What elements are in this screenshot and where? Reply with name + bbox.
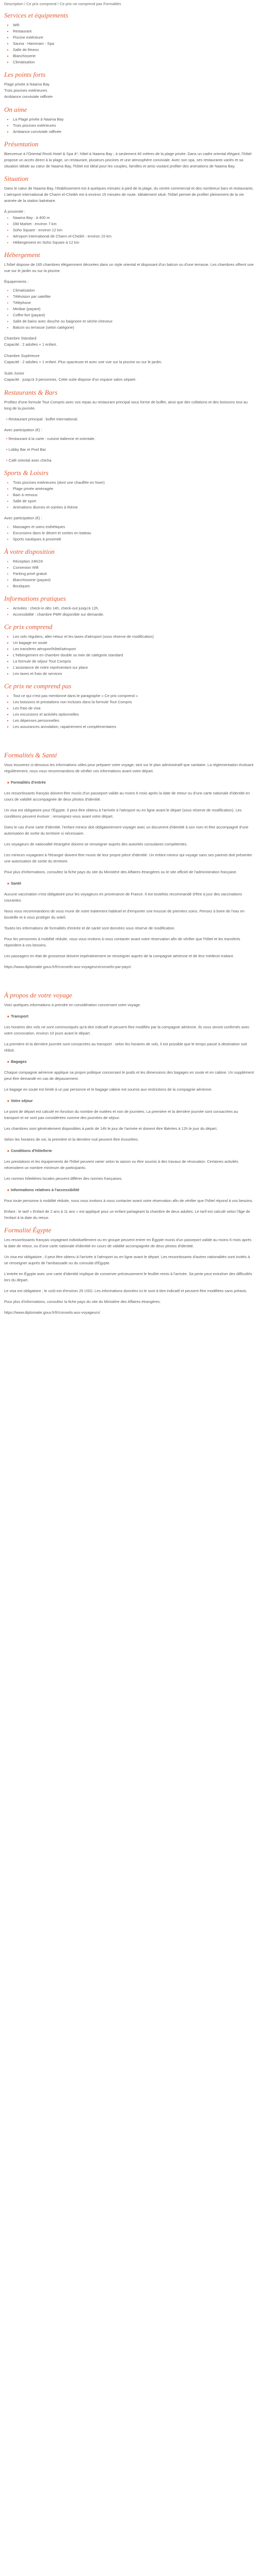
list-item: ▪ Tout ce qui n'est pas mentionné dans le paragraphe « Ce prix comprend » xyxy=(13,693,254,699)
list-item: • Old Market : environ 7 km xyxy=(13,221,254,227)
list-item: • Naama Bay : à 400 m xyxy=(13,215,254,221)
room-capacity: Capacité : 2 adultes + 1 enfant. Plus spacieuse et avec une vue sur la piscine ou sur le jardin. xyxy=(4,360,163,364)
sports-section xyxy=(4,468,254,543)
list-item: ▪ Les assurances annulation, rapatriement et complémentaires xyxy=(13,724,254,730)
infos-section xyxy=(4,594,254,618)
list-item: • Excursions dans le désert et sorties en bateau xyxy=(13,530,254,536)
equipements-list xyxy=(4,287,254,331)
paragraph: Les normes hôtelières locales peuvent différer des normes françaises. xyxy=(4,1176,123,1181)
list-item: • Connexion Wifi xyxy=(13,565,254,571)
reference-link[interactable]: https://www.diplomatie.gouv.fr/fr/conseils-aux-voyageurs/ xyxy=(4,1310,100,1315)
list-item: • Balcon ou terrasse (selon catégorie) xyxy=(13,325,254,331)
sports-free-list xyxy=(4,480,254,511)
paragraph: Les ressortissants français voyageant individuellement ou en groupe peuvent entrer en Égypte munis d'un passeport valide au moins 6 mois après la date de retour, ou d'une carte nationale d'identité en cours de validité accompagnée de deux photos d'identité. xyxy=(4,1238,252,1248)
list-item: ▪ L'hébergement en chambre double ou twin de catégorie standard xyxy=(13,652,254,658)
list-item: ▪ L'assistance de notre représentant sur place xyxy=(13,665,254,671)
restaurant-main: • Restaurant principal : buffet international. xyxy=(4,416,254,422)
list-item: ▪ Les taxes et frais de services xyxy=(13,671,254,677)
restaurants-heading: Restaurants & Bars xyxy=(4,388,58,396)
prix-comprend-heading: Ce prix comprend xyxy=(4,623,53,631)
list-item: • Boutiques xyxy=(13,583,254,589)
situation-list xyxy=(4,215,254,246)
egypte-section xyxy=(4,1226,254,1316)
paragraph: La première et la dernière journée sont consacrées au transport : selon les horaires de vols, il est possible que le temps passé à destination soit réduit. xyxy=(4,1042,247,1053)
sports-paid-list xyxy=(4,524,254,543)
list-item: ▪ Les vols réguliers, aller-retour et les taxes d'aéroport (sous réserve de modification) xyxy=(13,634,254,640)
list-item: ▪ La formule de séjour Tout Compris xyxy=(13,658,254,665)
room-capacity: Capacité : 2 adultes + 1 enfant. xyxy=(4,342,57,347)
paragraph: Pour toute personne à mobilité réduite, nous vous invitons à nous contacter avant votre réservation afin de vérifier que l'hôtel répond à vos besoins. xyxy=(4,1198,253,1203)
infos-list xyxy=(4,605,254,618)
paragraph: Enfant : le tarif « Enfant de 2 ans à 11 ans » est appliqué pour un enfant partageant la chambre de deux adultes. Le tarif est calculé selon l'âge de l'enfant à la date du retour. xyxy=(4,1209,250,1220)
apropos-subheading: ■ Votre séjour xyxy=(7,1098,254,1105)
paragraph: Les prestations et les équipements de l'hôtel peuvent varier selon la saison ou être soumis à des travaux de rénovation. Certaines activités nécessitent un nombre minimum de participants. xyxy=(4,1159,238,1170)
apropos-heading: À propos de votre voyage xyxy=(4,991,72,999)
list-item: • Téléphone xyxy=(13,300,254,306)
text-line: Ambiance conviviale raffinée xyxy=(4,94,53,99)
bar-item: • Lobby Bar et Pool Bar xyxy=(4,447,254,453)
infos-heading: Informations pratiques xyxy=(4,595,66,602)
paragraph: Les mineurs voyageant à l'étranger doivent être munis de leur propre pièce d'identité. Un enfant mineur qui voyage sans ses parents doit présenter une autorisation de sortie du territoire. xyxy=(4,853,252,863)
paragraph: Un visa est obligatoire pour l'Égypte. Il peut être obtenu à l'arrivée à l'aéroport ou en ligne avant le départ (sous réserve de modification). Les conditions peuvent évoluer : renseignez-vous avant votre départ. xyxy=(4,808,242,819)
list-item: ▪ Les excursions et activités optionnelles xyxy=(13,711,254,718)
list-item: • Hébergement en Soho Square à 12 km xyxy=(13,240,254,246)
list-item: • Climatisation xyxy=(13,287,254,294)
list-item: • Massages et soins esthétiques xyxy=(13,524,254,530)
list-item: ▪ Sauna - Hammam - Spa xyxy=(13,41,254,47)
equipements-subheading: Équipements : xyxy=(4,279,29,284)
text-line: Plage privée à Naama Bay xyxy=(4,82,50,87)
paragraph: Pour plus d'informations, consultez la fiche pays du site du Ministère des Affaires étrangères. xyxy=(4,1299,161,1304)
services-list xyxy=(4,22,254,65)
list-item: • Parking privé gratuit xyxy=(13,571,254,577)
list-item: ▪ Un bagage en soute xyxy=(13,640,254,646)
prix-ne-comprend-heading: Ce prix ne comprend pas xyxy=(4,682,72,690)
list-item: • Blanchisserie (payant) xyxy=(13,577,254,583)
formalites-heading: Formalités & Santé xyxy=(4,751,57,759)
paragraph: Selon les horaires de vol, la première et la dernière nuit peuvent être écourtées. xyxy=(4,1137,139,1142)
paragraph: Pour les personnes à mobilité réduite, nous vous invitons à nous contacter avant votre réservation afin de vérifier que l'hôtel et les transferts répondent à vos besoins. xyxy=(4,937,240,947)
paragraph: Dans le cas d'une carte d'identité, l'enfant mineur doit obligatoirement voyager avec un document d'identité à son nom et être accompagné d'une autorisation de sortie du territoire si nécessaire. xyxy=(4,825,249,836)
prix-ne-comprend-section xyxy=(4,682,254,730)
paragraph: Pour plus d'informations, consultez la fiche pays du site du Ministère des Affaires étrangères ou le site officiel de l'administration française. xyxy=(4,870,237,874)
on-aime-heading: On aime xyxy=(4,106,27,113)
apropos-subheading: ■ Informations relatives à l'accessibilité xyxy=(7,1187,254,1194)
paragraph: Les passagers en état de grossesse doivent impérativement se renseigner auprès de la compagnie aérienne et de leur médecin traitant. xyxy=(4,954,234,958)
room-type xyxy=(4,335,254,348)
sports-heading: Sports & Loisirs xyxy=(4,469,49,477)
paragraph: Les ressortissants français doivent être munis d'un passeport valide au moins 6 mois après la date de retour ou d'une carte nationale d'identité en cours de validité accompagnée de deux photos d'identité. xyxy=(4,791,250,802)
paragraph: Chaque compagnie aérienne applique sa propre politique concernant le poids et les dimensions des bagages en soute et en cabine. Un supplément peut être demandé en cas de dépassement. xyxy=(4,1070,254,1081)
paragraph: Un visa est obligatoire ; il peut être obtenu à l'arrivée à l'aéroport ou en ligne avant le départ. Les ressortissants d'autres nationalités sont invités à se renseigner auprès de l'ambassade ou du consulat d'Égypte. xyxy=(4,1255,250,1265)
formalites-subheading: ■ Formalités d'entrée xyxy=(7,779,254,786)
presentation-text: Bienvenue à l'Oriental Rivoli Hotel & Spa 4*, hôtel à Naama Bay ; à seulement 40 mètres de la plage privée. Dans un cadre oriental élégant, l'hôtel propose un accès direct à la plage, un restaurant, plusieurs piscines et une atmosphère conviviale. Avec son spa, ses restaurants variés et sa situation idéale au cœur de Naama Bay, l'hôtel est idéal pour les couples, familles et amis voulant profiter des animations de Naama Bay. xyxy=(4,151,252,168)
room-name: Suite Junior xyxy=(4,371,25,376)
on-aime-section xyxy=(4,105,254,135)
list-item: • Sports nautiques à proximité xyxy=(13,536,254,543)
list-item: ▪ Climatisation xyxy=(13,59,254,65)
list-item: • Soho Square : environ 12 km xyxy=(13,227,254,233)
sante-subheading: ■ Santé xyxy=(7,880,254,887)
prix-ne-comprend-list xyxy=(4,693,254,730)
situation-section xyxy=(4,174,254,246)
paragraph: Les voyageurs de nationalité étrangère doivent se renseigner auprès des autorités consulaires compétentes. xyxy=(4,842,188,846)
apropos-intro: Voici quelques informations à prendre en considération concernant votre voyage. xyxy=(4,1003,141,1007)
hebergement-section xyxy=(4,250,254,383)
list-item: ▪ Les transferts aéroport/hôtel/aéroport xyxy=(13,646,254,652)
reference-link[interactable]: https://www.diplomatie.gouv.fr/fr/conseils-aux-voyageurs/conseils-par-pays/ xyxy=(4,964,131,969)
list-item: ▪ Les boissons et prestations non incluses dans la formule Tout Compris xyxy=(13,699,254,705)
presentation-heading: Présentation xyxy=(4,140,39,148)
situation-heading: Situation xyxy=(4,175,28,182)
hebergement-text: L'hôtel dispose de 165 chambres élégamment décorées dans un style oriental et disposant d'un balcon ou d'une terrasse. Les chambres offrent une vue sur le jardin ou sur la piscine. xyxy=(4,262,254,273)
apropos-section xyxy=(4,991,254,1221)
list-item: ▪ Wifi xyxy=(13,22,254,28)
list-item: ▪ La Plage privée à Naama Bay xyxy=(13,116,254,123)
hebergement-heading: Hébergement xyxy=(4,251,40,259)
disposition-list xyxy=(4,558,254,589)
list-item: ▪ Ambiance conviviale raffinée xyxy=(13,129,254,135)
paragraph: Le visa est obligatoire ; le coût est d'environ 25 USD. Les informations données ici le sont à titre indicatif et peuvent être modifiées sans préavis. xyxy=(4,1289,247,1293)
prix-comprend-list xyxy=(4,634,254,677)
list-item: • Bain à remous xyxy=(13,492,254,498)
on-aime-list xyxy=(4,116,254,135)
apropos-subheading: ■ Bagages xyxy=(7,1059,254,1065)
services-heading: Services et équipements xyxy=(4,11,69,19)
formalites-section xyxy=(4,751,254,970)
header xyxy=(4,1,254,7)
list-item: ▪ Salle de fitness xyxy=(13,47,254,53)
list-item: • Plage privée aménagée xyxy=(13,486,254,492)
room-name: Chambre Supérieure xyxy=(4,353,40,358)
prix-comprend-section xyxy=(4,622,254,677)
page-title: Description / Ce prix comprend / Ce prix ne comprend pas Formalités xyxy=(4,2,121,6)
points-forts-heading: Les points forts xyxy=(4,71,46,78)
room-type xyxy=(4,353,254,365)
restaurants-section xyxy=(4,388,254,464)
paragraph: Aucune vaccination n'est obligatoire pour les voyageurs en provenance de France. Il est toutefois recommandé d'être à jour des vaccinations courantes. xyxy=(4,892,242,903)
paragraph: Le point de départ est calculé en fonction du nombre de nuitées et non de journées. La première et la dernière journée sont consacrées au transport et ne sont pas considérées comme des journées de séjour. xyxy=(4,1109,238,1120)
formalites-intro: Vous trouverez ci-dessous les informations utiles pour préparer votre voyage, tant sur le plan administratif que sanitaire. La réglementation évoluant régulièrement, nous vous recommandons de vérifier ces informations avant votre départ. xyxy=(4,762,254,773)
list-item: • Télévision par satellite xyxy=(13,294,254,300)
paragraph: Nous vous recommandons de vous munir de votre traitement habituel et d'emporter une trousse de premiers soins. Pensez à boire de l'eau en bouteille et à vous protéger du soleil. xyxy=(4,909,245,920)
sports-paid-subheading: Avec participation (€) : xyxy=(4,516,42,520)
situation-text: Dans le cœur de Naama Bay, l'établissement est à quelques minutes à pied de la plage, du centre commercial et des nombreux bars et restaurants. L'aéroport international de Charm el-Cheikh est à environ 15 minutes de route. Idéalement situé, l'hôtel permet de profiter pleinement de la vie animée de la station balnéaire. xyxy=(4,186,254,203)
bar-item: • Café oriental avec chicha xyxy=(4,457,254,464)
paragraph: Toutes les informations de formalités d'entrée et de santé sont données sous réserve de modification. xyxy=(4,926,175,930)
list-item: • Arrivées : check-in dès 14h, check-out jusqu'à 12h. xyxy=(13,605,254,612)
disposition-section xyxy=(4,547,254,589)
list-item: • Minibar (payant) xyxy=(13,306,254,312)
bar-item: • Restaurant à la carte : cuisine italienne et orientale. xyxy=(4,436,254,442)
situation-subheading: À proximité : xyxy=(4,209,26,214)
points-forts-section xyxy=(4,70,254,100)
restaurants-text: Profitez d'une formule Tout Compris avec vos repas au restaurant principal sous forme de buffet, ainsi que des collations et des boissons tout au long de la journée. xyxy=(4,400,248,411)
list-item: • Salle de sport xyxy=(13,498,254,504)
points-forts-text xyxy=(4,81,254,100)
disposition-heading: À votre disposition xyxy=(4,548,55,555)
apropos-subheading: ■ Transport xyxy=(7,1013,254,1020)
list-item: ▪ Restaurant xyxy=(13,28,254,35)
room-capacity: Capacité : jusqu'à 3 personnes. Cette suite dispose d'un espace salon séparé. xyxy=(4,377,137,382)
paragraph: Le bagage en soute est limité à un par personne et le bagage cabine est soumis aux restrictions de la compagnie aérienne. xyxy=(4,1087,213,1092)
list-item: ▪ Les dépenses personnelles xyxy=(13,718,254,724)
paragraph: Les chambres sont généralement disponibles à partir de 14h le jour de l'arrivée et doivent être libérées à 12h le jour du départ. xyxy=(4,1126,218,1131)
apropos-subheading: ■ Conditions d'hôtellerie xyxy=(7,1148,254,1155)
list-item: • Coffre-fort (payant) xyxy=(13,312,254,318)
services-section xyxy=(4,11,254,65)
list-item: ▪ Blanchisserie xyxy=(13,53,254,59)
bars-subheading: Avec participation (€) : xyxy=(4,428,42,432)
list-item: ▪ Piscine extérieure xyxy=(13,35,254,41)
list-item: ▪ Les frais de visa xyxy=(13,705,254,711)
list-item: • Trois piscines extérieures (dont une chauffée en hiver) xyxy=(13,480,254,486)
text-line: Trois piscines extérieures xyxy=(4,88,47,93)
list-item: • Animations diurnes et soirées à thème xyxy=(13,504,254,511)
room-type xyxy=(4,370,254,383)
presentation-section xyxy=(4,140,254,170)
list-item: • Aéroport international de Charm el-Cheikh : environ 15 km xyxy=(13,233,254,240)
egypte-heading: Formalité Égypte xyxy=(4,1226,52,1234)
list-item: • Salle de bains avec douche ou baignoire et sèche-cheveux xyxy=(13,318,254,325)
list-item: • Réception 24h/24 xyxy=(13,558,254,565)
paragraph: Les horaires des vols ne sont communiqués qu'à titre indicatif et peuvent être modifiés par la compagnie aérienne. Ils vous seront confirmés avec votre convocation, environ 10 jours avant le départ. xyxy=(4,1025,250,1036)
paragraph: L'entrée en Égypte avec une carte d'identité implique de conserver précieusement le feuillet remis à l'arrivée. Sa perte peut entraîner des difficultés lors du départ. xyxy=(4,1272,252,1282)
room-name: Chambre Standard xyxy=(4,336,37,341)
list-item: ▪ Trois piscines extérieures xyxy=(13,123,254,129)
list-item: • Accessibilité : chambre PMR disponible sur demande. xyxy=(13,612,254,618)
